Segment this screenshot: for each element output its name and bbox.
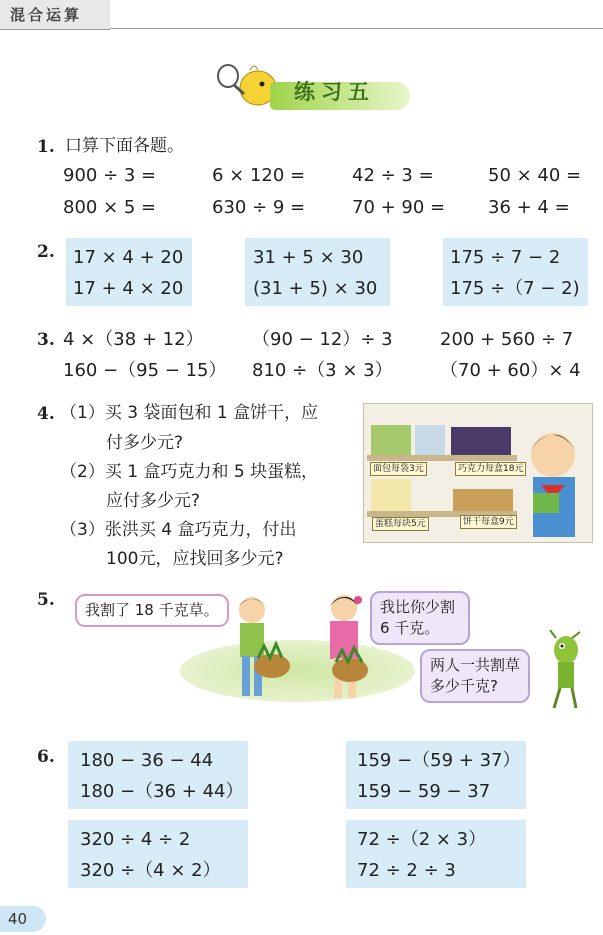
q3-r1-c2: （90 − 12）÷ 3 <box>252 329 393 350</box>
q4-line-1: （1）买 3 袋面包和 1 盒饼干，应 <box>60 403 319 423</box>
q6-g4-b: 72 ÷ 2 ÷ 3 <box>357 860 456 881</box>
mascot-bubble-line-1: 两人一共割草 <box>430 656 521 674</box>
page-number: 40 <box>0 906 46 932</box>
price-tag-bread: 面包每袋3元 <box>370 462 427 476</box>
exercise-title: 练习五 <box>294 80 375 104</box>
q1-prompt: 口算下面各题。 <box>65 136 184 156</box>
q1-r2-c3: 70 + 90 = <box>352 197 446 218</box>
q4-line-3: （2）买 1 盒巧克力和 5 块蛋糕， <box>60 462 319 482</box>
chapter-title: 混合运算 <box>10 6 83 24</box>
q2-number: 2. <box>37 242 55 262</box>
q6-g3-a: 320 ÷ 4 ÷ 2 <box>80 829 191 850</box>
q1-r1-c2: 6 × 120 = <box>212 165 306 186</box>
girl-bubble-line-2: 6 千克。 <box>380 619 440 637</box>
q2-g1-b: 17 + 4 × 20 <box>73 278 184 299</box>
q4-line-4: 应付多少元? <box>106 491 201 511</box>
price-tag-chocolate: 巧克力每盒18元 <box>455 462 526 476</box>
q6-g1-a: 180 − 36 − 44 <box>80 750 214 771</box>
green-mascot-icon <box>540 630 590 712</box>
q2-g2-b: (31 + 5) × 30 <box>253 278 378 299</box>
q1-r1-c4: 50 × 40 = <box>488 165 582 186</box>
price-tag-cake: 蛋糕每块5元 <box>372 517 429 531</box>
q1-r2-c4: 36 + 4 = <box>488 197 570 218</box>
q4-number: 4. <box>37 404 55 424</box>
mascot-speech-bubble <box>420 649 530 703</box>
q6-g2-b: 159 − 59 − 37 <box>357 781 491 802</box>
q6-g3-b: 320 ÷（4 × 2） <box>80 860 221 881</box>
q6-number: 6. <box>37 747 55 767</box>
q3-r2-c3: （70 + 60）× 4 <box>440 360 581 381</box>
q2-g2-a: 31 + 5 × 30 <box>253 247 364 268</box>
q4-line-2: 付多少元? <box>106 433 184 453</box>
q5-number: 5. <box>37 590 55 610</box>
q6-g4-a: 72 ÷（2 × 3） <box>357 829 487 850</box>
q3-number: 3. <box>37 330 55 350</box>
q2-g3-b: 175 ÷（7 − 2) <box>450 278 580 299</box>
q2-g3-a: 175 ÷ 7 − 2 <box>450 247 561 268</box>
children-cutting-grass-icon <box>222 588 382 710</box>
price-tag-biscuit: 饼干每盒9元 <box>460 515 517 529</box>
q4-line-6: 100元，应找回多少元? <box>106 549 284 569</box>
q3-r2-c2: 810 ÷（3 × 3） <box>252 360 393 381</box>
boy-speech-bubble: 我割了 18 千克草。 <box>75 594 229 627</box>
q1-r1-c3: 42 ÷ 3 = <box>352 165 434 186</box>
q1-r2-c1: 800 × 5 = <box>63 197 157 218</box>
q1-r2-c2: 630 ÷ 9 = <box>212 197 306 218</box>
girl-bubble-line-1: 我比你少割 <box>380 598 456 616</box>
q3-r1-c1: 4 ×（38 + 12） <box>63 329 204 350</box>
q1-r1-c1: 900 ÷ 3 = <box>63 165 157 186</box>
q4-line-5: （3）张洪买 4 盒巧克力，付出 <box>60 520 297 540</box>
q3-r2-c1: 160 −（95 − 15） <box>63 360 227 381</box>
q3-r1-c3: 200 + 560 ÷ 7 <box>440 329 574 350</box>
q6-g1-b: 180 −（36 + 44） <box>80 781 244 802</box>
q1-number: 1. <box>37 137 55 157</box>
mascot-bubble-line-2: 多少千克? <box>430 677 498 695</box>
girl-speech-bubble <box>370 591 470 645</box>
q2-g1-a: 17 × 4 + 20 <box>73 247 184 268</box>
header-divider <box>110 28 603 29</box>
q6-g2-a: 159 −（59 + 37） <box>357 750 521 771</box>
